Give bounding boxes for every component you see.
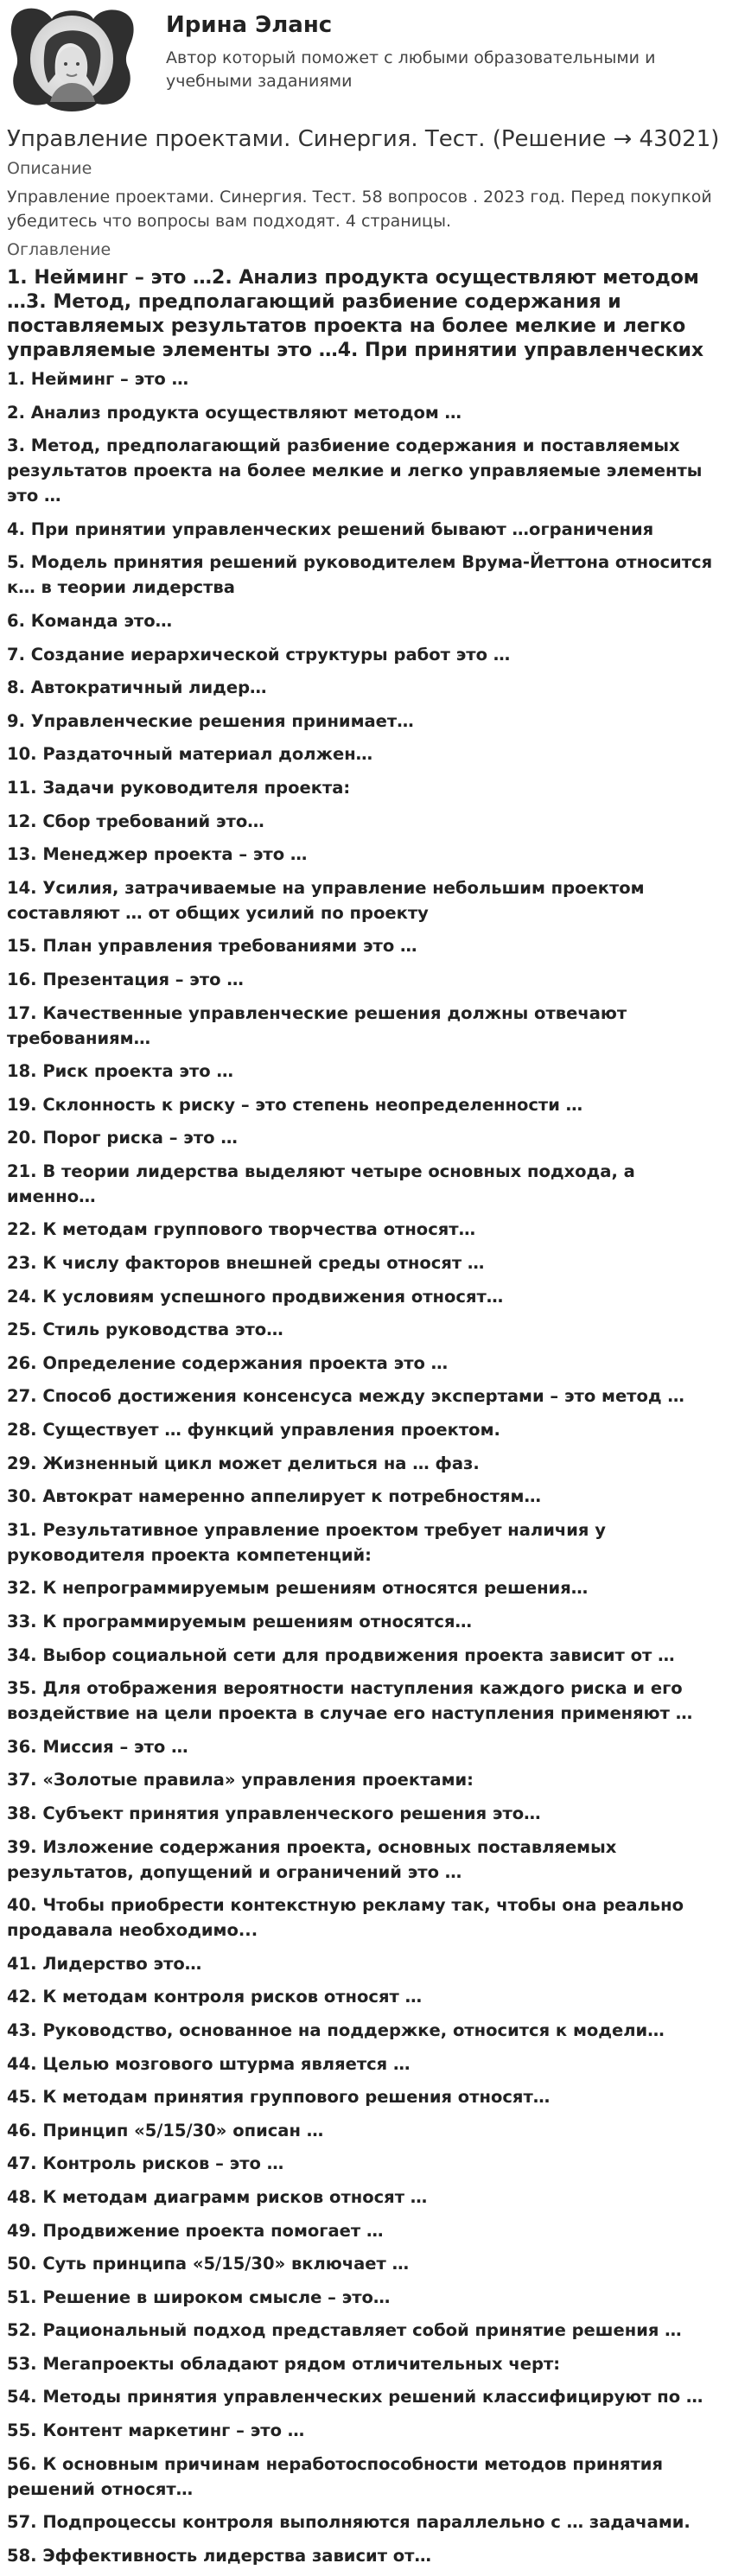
- question-item: 20. Порог риска – это …: [7, 1128, 238, 1148]
- question-item: 36. Миссия – это …: [7, 1736, 188, 1757]
- question-item: 7. Создание иерархической структуры работ это …: [7, 644, 511, 665]
- question-item: 49. Продвижение проекта помогает …: [7, 2220, 384, 2241]
- question-item: 22. К методам группового творчества относят…: [7, 1219, 476, 1240]
- question-item: 14. Усилия, затрачиваемые на управление небольшим проектом составляют … от общих усилий по проекту: [7, 877, 645, 923]
- question-item: 42. К методам контроля рисков относят …: [7, 1987, 423, 2007]
- author-block: [7, 3, 724, 114]
- question-item: 11. Задачи руководителя проекта:: [7, 777, 351, 798]
- question-item: 51. Решение в широком смысле – это…: [7, 2287, 391, 2307]
- question-item: 45. К методам принятия группового решения относят…: [7, 2087, 551, 2108]
- question-item: 31. Результативное управление проектом требует наличия у руководителя проекта компетенций:: [7, 1519, 606, 1565]
- author-name[interactable]: Ирина Эланс: [166, 12, 333, 38]
- question-item: 17. Качественные управленческие решения должны отвечают требованиям…: [7, 1002, 627, 1048]
- question-item: 58. Эффективность лидерства зависит от…: [7, 2545, 431, 2566]
- questions-list: [7, 366, 724, 2576]
- question-item: 54. Методы принятия управленческих решений классифицируют по …: [7, 2387, 703, 2407]
- question-item: 50. Суть принципа «5/15/30» включает …: [7, 2254, 410, 2274]
- question-item: 23. К числу факторов внешней среды относят …: [7, 1253, 485, 1274]
- question-item: 33. К программируемым решениям относятся…: [7, 1612, 472, 1631]
- question-item: 9. Управленческие решения принимает…: [7, 710, 414, 731]
- question-item: 30. Автократ намеренно аппелирует к потребностям…: [7, 1486, 541, 1507]
- question-item: 18. Риск проекта это …: [7, 1061, 233, 1082]
- question-item: 29. Жизненный цикл может делиться на … фаз.: [7, 1453, 480, 1473]
- question-item: 47. Контроль рисков – это …: [7, 2153, 284, 2174]
- author-description: Автор который поможет с любыми образовательными и учебными заданиями: [166, 48, 656, 91]
- question-item: 3. Метод, предполагающий разбиение содержания и поставляемых результатов проекта на более мелкие и легко управляемые элементы это …: [7, 436, 703, 506]
- question-item: 34. Выбор социальной сети для продвижения проекта зависит от …: [7, 1644, 675, 1665]
- question-item: 15. План управления требованиями это …: [7, 936, 417, 957]
- toc-summary: 1. Нейминг – это …2. Анализ продукта осуществляют методом …3. Метод, предполагающий разбиение содержания и поставляемых результатов проекта на более мелкие и легко управляемые элементы это …4. При принятии управленческих: [7, 267, 704, 361]
- question-item: 16. Презентация – это …: [7, 969, 244, 989]
- question-item: 6. Команда это…: [7, 610, 173, 631]
- question-item: 8. Автократичный лидер…: [7, 677, 267, 698]
- author-avatar-icon: [7, 3, 137, 114]
- question-item: 44. Целью мозгового штурма является …: [7, 2053, 411, 2074]
- page-title: Управление проектами. Синергия. Тест. (Решение → 43021): [7, 126, 720, 152]
- question-item: 10. Раздаточный материал должен…: [7, 744, 373, 765]
- question-item: 32. К непрограммируемым решениям относятся решения…: [7, 1578, 589, 1599]
- question-item: 52. Рациональный подход представляет собой принятие решения …: [7, 2320, 682, 2341]
- toc-label: Оглавление: [7, 240, 111, 259]
- question-item: 1. Нейминг – это …: [7, 369, 189, 389]
- question-item: 40. Чтобы приобрести контекстную рекламу так, чтобы она реально продавала необходимо...: [7, 1895, 684, 1941]
- question-item: 21. В теории лидерства выделяют четыре основных подхода, а именно…: [7, 1161, 635, 1206]
- question-item: 4. При принятии управленческих решений бывают …ограничения: [7, 518, 654, 539]
- question-item: 46. Принцип «5/15/30» описан …: [7, 2120, 324, 2140]
- question-item: 5. Модель принятия решений руководителем Врума-Йеттона относится к… в теории лидерства: [7, 552, 713, 598]
- question-item: 28. Существует … функций управления проектом.: [7, 1420, 500, 1441]
- description-text: Управление проектами. Синергия. Тест. 58 вопросов . 2023 год. Перед покупкой убедитесь что вопросы вам подходят. 4 страницы.: [7, 188, 712, 231]
- question-item: 25. Стиль руководства это…: [7, 1320, 283, 1340]
- question-item: 38. Субъект принятия управленческого решения это…: [7, 1803, 541, 1823]
- question-item: 43. Руководство, основанное на поддержке, относится к модели…: [7, 2019, 665, 2040]
- question-item: 57. Подпроцессы контроля выполняются параллельно с … задачами.: [7, 2512, 691, 2533]
- question-item: 19. Склонность к риску – это степень неопределенности …: [7, 1094, 583, 1115]
- description-label: Описание: [7, 159, 92, 178]
- question-item: 37. «Золотые правила» управления проектами:: [7, 1770, 474, 1790]
- question-item: 41. Лидерство это…: [7, 1953, 202, 1974]
- question-item: 48. К методам диаграмм рисков относят …: [7, 2186, 428, 2207]
- question-item: 35. Для отображения вероятности наступления каждого риска и его воздействие на цели проекта в случае его наступления применяют …: [7, 1678, 693, 1724]
- question-item: 24. К условиям успешного продвижения относят…: [7, 1286, 504, 1307]
- question-item: 53. Мегапроекты обладают рядом отличительных черт:: [7, 2353, 561, 2374]
- question-item: 27. Способ достижения консенсуса между экспертами – это метод …: [7, 1386, 684, 1407]
- question-item: 13. Менеджер проекта – это …: [7, 844, 308, 865]
- question-item: 2. Анализ продукта осуществляют методом …: [7, 402, 462, 423]
- question-item: 26. Определение содержания проекта это …: [7, 1352, 449, 1373]
- question-item: 56. К основным причинам неработоспособности методов принятия решений относят…: [7, 2453, 663, 2499]
- question-item: 55. Контент маркетинг – это …: [7, 2420, 305, 2441]
- question-item: 12. Сбор требований это…: [7, 811, 264, 831]
- question-item: 39. Изложение содержания проекта, основных поставляемых результатов, допущений и ограничений это …: [7, 1836, 617, 1882]
